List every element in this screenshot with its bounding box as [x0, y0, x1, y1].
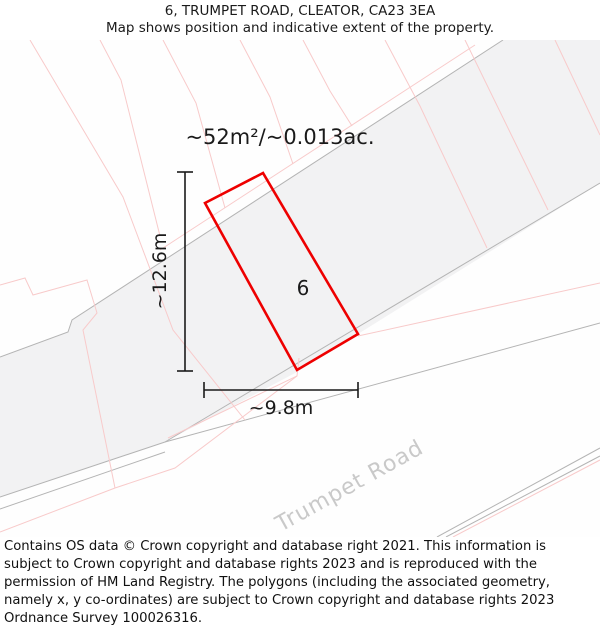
road-name-label: Trumpet Road: [271, 435, 429, 537]
width-dimension-label: ~9.8m: [248, 397, 314, 419]
property-address-title: 6, TRUMPET ROAD, CLEATOR, CA23 3EA: [164, 3, 436, 19]
plot-number-label: 6: [296, 276, 310, 300]
map-svg: [0, 40, 600, 537]
copyright-notice: Contains OS data © Crown copyright and database right 2021. This information is subject to Crown copyright and database rights 2023 and is reproduced with the permission of HM Land Registry. The polygons (including the associated geometry, namely x, y co-ordinates) are subject to Crown copyright and database rights 2023 Ordnance Survey 100026316.: [4, 539, 555, 626]
map-description: Map shows position and indicative extent of the property.: [105, 19, 495, 36]
height-dimension-label: ~12.6m: [149, 232, 171, 310]
building-block-fill: [0, 40, 600, 497]
map-header: [0, 0, 600, 40]
area-label: ~52m²/~0.013ac.: [185, 125, 375, 149]
map-canvas: [0, 40, 600, 537]
